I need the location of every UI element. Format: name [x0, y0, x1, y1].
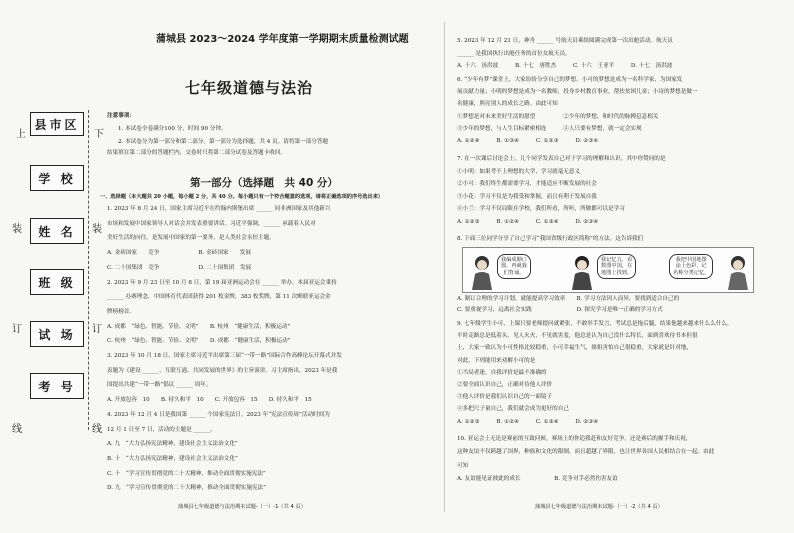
margin-side-ding-right: 订 [92, 324, 102, 335]
footer-right: 蒲城县七年级道德与法治期末试题-（一）-2（共 4 页） [535, 504, 663, 510]
margin-side-ding-left: 订 [12, 324, 22, 335]
margin-top-label-left: 上 [16, 129, 26, 140]
question-line: C. 二十国集团 竞争 D. 二十国集团 发展 [107, 264, 252, 271]
question-line: ①梦想是对未来美好生活的愿望 ②少年的梦想，和时代的脉搏息息相关 [457, 113, 659, 120]
margin-top-label-right: 下 [94, 129, 104, 140]
bubble-text: 我记忆力，看 数图中国，在 地图上找到。 [601, 257, 633, 276]
question-line: A. 成都 “绿色、智能、节俭、文明” B. 杭州 “健康生活，积极运动” [107, 323, 291, 330]
question-line: A. ①②④ B. ①③④ C. ①②③ D. ②③④ [457, 138, 599, 144]
question-line: ②要全面认识自己，正确对待他人评价 [457, 382, 553, 388]
question-line: 12 月 1 日至 7 日，活动的主题是 ______。 [107, 426, 216, 433]
field-class: 班 级 [30, 269, 84, 295]
question-line: C. 十 “学习宣传贯彻党的二十大精神，推动全面贯彻实施宪法” [107, 470, 266, 477]
column-divider [444, 22, 445, 512]
q8-option-line: A. 制订合理的学习计划，就能提高学习效率 B. 学习方法因人而异，要找到适合自己的 [457, 296, 680, 302]
margin-side-zhuang-right: 装 [92, 224, 102, 235]
student-figure-icon [469, 254, 495, 290]
question-line: ④多把尺子量自己，我们就会成为更好的自己 [457, 406, 569, 413]
margin-side-xian-left: 线 [12, 424, 22, 435]
question-line: ③他人评价是我们认识自己的一面镜子 [457, 394, 553, 401]
notice-line: 2. 本试卷分为第一部分和第二部分。第一部分为选择题，共 4 页。请将第一部分答题 [118, 139, 329, 145]
question-line: A. 开放包容 10 B. 持久和平 10 C. 开放包容 15 D. 持久和平 15 [107, 397, 312, 404]
question-line: B. 十 “大力弘扬宪法精神，建设社会主义法治文化” [107, 455, 238, 462]
student-figure-icon [569, 254, 595, 290]
notice-line: 1. 本试卷全卷满分100 分，时间 90 分钟。 [118, 126, 227, 132]
speech-bubble-3 [669, 254, 713, 279]
question-line: 牌榜榜首。 [107, 308, 135, 315]
question-line: C. 杭州 “绿色、智能、节俭、文明” D. 成都 “健康生活，积极运动” [107, 338, 291, 345]
speech-bubble-2 [597, 254, 636, 279]
exam-title: 蒲城县 2023～2024 学年度第一学期期末质量检测试题 [156, 34, 409, 45]
notice-line: 结果填在第二部分的答题栏内，交卷时只将第二部分试卷及答题卡收回。 [107, 150, 287, 156]
field-name: 姓 名 [30, 218, 84, 244]
question-line: 2. 2023 年 9 月 23 日至 10 月 8 日，第 19 届亚洲运动会在 ______ 举办。本届亚运会秉持 [107, 279, 337, 286]
question-line: A. 金砖国家 竞争 B. 金砖国家 发展 [107, 250, 251, 257]
question-line: ③小花：学习不仅是为我受和掌握，而且有利于发展自我 [457, 193, 597, 200]
question-line: 名健康，照亮别人的成长之路。由此可知 [457, 101, 558, 108]
question-line: 可知 [457, 462, 469, 469]
question-line: 1. 2023 年 8 月 24 日，国家主席习近平在约翰内斯堡出席 ______ 同非洲国家及其他新兴 [107, 206, 331, 212]
question-line: 4. 2023 年 12 月 4 日是我国第 ______ 个国家宪法日。2023 年“宪法宣传周”活动时间为 [107, 411, 330, 418]
question-line: 9. 七年级学生小可，上课只要老师提问就紧张，不敢举手发言，考试总是拖后腿，结果他越来越来什么么什么， [457, 321, 733, 327]
question-line: 表题为《建设 ______、互联互通、共同发展的世界》的主旨演讲。习主席指出，2023 年是我 [107, 367, 338, 374]
part1-instruction: 一、选择题（本大题共 20 小题，每小题 2 分，共 40 分。每小题只有一个符合题意的选项，请将正确选项的序号选出来） [100, 194, 384, 200]
student-figure-icon [725, 254, 751, 290]
field-county: 县市区 [30, 112, 84, 136]
question-line: ③少年的梦想，与人生目标紧密相连 ④人只要有梦想，就一定会实现 [457, 125, 642, 132]
question-line: ______ 办赛理念，中国体育代表团获得 201 枚金牌，383 枚奖牌，第 11 次蝉联亚运会金 [107, 294, 331, 301]
notice-heading: 注意事项： [107, 113, 135, 119]
q8-option-line: C. 要重视学习，远离社会实践 D. 探究学习是唯一正确的学习方式 [457, 307, 663, 313]
margin-side-zhuang-left: 装 [12, 224, 22, 235]
field-exam-room: 试 场 [30, 321, 84, 347]
question-line: 3. 2023 年 10 月 18 日，国家主席习近平出席第三届“一带一路”国际合作高峰论坛开幕式并发 [107, 353, 342, 359]
margin-side-xian-right: 线 [92, 424, 102, 435]
question-line: 7. 在一次课后讨论会上，几个同学发表自己对于学习的理解和认识。其中你赞同的是 [457, 156, 666, 162]
question-line: 5. 2023 年 12 月 21 日，神舟 ______ 号航天员乘组圆满完成第一次出舱活动。航天员 [457, 38, 673, 44]
question-line: D. 九 “学习宣传贯彻党的二十大精神，推动全面贯彻实施宪法” [107, 485, 266, 492]
question-line: 美好生活的向往，是发展中国家的第一要务，是人类社会永恒主题。 [107, 235, 275, 242]
question-line: 展贡献力量；小明的梦想是成为一名教师，投身乡村教育事业，帮扶贫困儿童；小诗的梦想是做一 [457, 89, 698, 96]
footer-left: 蒲城县七年级道德与法治期末试题-（一）-1（共 4 页） [178, 504, 306, 510]
question-line: A. 九 “大力弘扬宪法精神，建设社会主义法治文化” [107, 441, 238, 448]
question-line: A. 友谊能见证彼此的成长 B. 竞争对手必然伤害友谊 [457, 476, 618, 483]
bubble-text: 我编成顺口 溜，再就我 们背诵。 [501, 257, 527, 276]
question-line: A. ①②③ B. ①②④ C. ①③④ D. ②③④ [457, 418, 599, 425]
part1-heading: 第一部分（选择题 共 40 分） [190, 177, 338, 189]
subject-title: 七年级道德与法治 [185, 79, 314, 97]
question-line: ______ 是我国执行出舱任务的首位女航天员。 [457, 50, 571, 57]
question-line: A. ①②③ B. ①②④ C. ①③④ D. ②③④ [457, 218, 599, 225]
question-line: 6. “少年有梦”课堂上，大家纷纷分享自己的梦想。小可的梦想是成为一名科学家，为国家发 [457, 77, 683, 83]
question-line: 上，大家一致认为小可性格比较稳重，小可幸福生气，姐姐害怕自己很稳重，大家就是针对地， [457, 345, 692, 352]
question-line: ①小明：如果考不上理想的大学，学习就毫无意义 [457, 168, 581, 175]
question-line: 平时走路总是低着头，见人火火，不见就害羞，他总是认为自己没什么特长，面到喜欢待书本但很 [457, 333, 698, 340]
question-line: ①当局者迷，自我评价是最不准确的 [457, 369, 547, 376]
question-line: A. 十六 汤洪波 B. 十七 唐胜杰 C. 十六 王亚平 D. 十七 汤洪波 [457, 63, 673, 69]
question-line: 10. 亚运会上无论是赛前的互致问候，赛场上的你追我赶和友好竞争，还是赛后的握手和庆祝， [457, 436, 692, 442]
field-exam-number: 考 号 [30, 373, 84, 399]
field-school: 学 校 [30, 165, 84, 191]
binding-dotted-line [88, 110, 89, 430]
question-line: 国提出共建“一带一路”倡议 ______ 周年。 [107, 382, 212, 389]
question-line: 对此，下列能用来劝解小可的是 [457, 357, 536, 364]
question-line: 市场和发展中国家领导人对话会并发表重要讲话。习近平强调，______ 承载着人民对 [107, 220, 316, 227]
bubble-text: 我把中国地图 涂上色彩，记 名称分类记忆。 [673, 257, 710, 276]
question-line: 这种友谊不仅跨越了国界，种族和文化的限制，而且超越了界限，也让世界各国人民相结合在一起。由此 [457, 449, 715, 456]
question-line: ②小可：我们终生都需要学习，才能适应不断发展的社会 [457, 181, 597, 187]
q8-heading: 8. 下面三位同学分享了自己学习“我国省级行政区简称”的方法。这告诉我们 [457, 236, 644, 242]
speech-bubble-1 [497, 254, 531, 279]
question-line: ④小兰：学习不仅局限在学校，我们所看，所听，所做都可以是学习 [457, 206, 625, 212]
q8-illustration [462, 247, 754, 293]
